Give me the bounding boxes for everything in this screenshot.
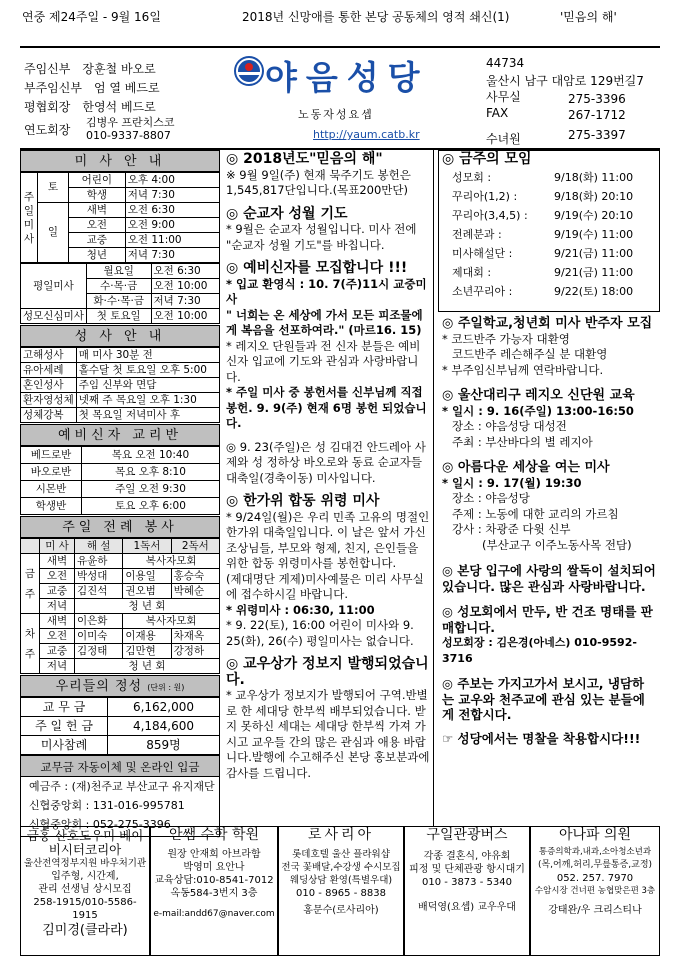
sacrament-time: 첫 목요일 저녁미사 후 [76, 408, 219, 423]
ad-box [278, 826, 404, 956]
catechism-heading: 예비신자 교리반 [20, 424, 220, 446]
martyr-title: ◎ 순교자 성월 기도 [226, 205, 348, 222]
recruit-line: * 레지오 단원들과 전 신자 분들은 예비신자 입교에 기도와 관심과 사랑바랍니다. [226, 338, 421, 384]
newsletter-title: ◎ 교우상가 정보지 발행되었습니다. [226, 656, 429, 688]
ad-box [404, 826, 530, 956]
mass-name: 첫 토요일 [86, 309, 151, 324]
offering-value: 4,184,600 [108, 717, 220, 736]
ad-line: 통증의학과,내과,소아청소년과 [538, 847, 652, 857]
ad-title: 금홍 산호도우미 베이비시터코리아 [26, 828, 144, 857]
meeting-name: 제대회 : [452, 265, 492, 279]
top-bar [0, 0, 679, 40]
service-name: 김진석 [75, 584, 123, 599]
offering-label: 주 일 헌 금 [21, 717, 108, 736]
sacrament-time: 매 미사 30분 전 [76, 348, 219, 363]
church-website-link[interactable]: http://yaum.catb.kr [313, 128, 420, 141]
mass-time: 저녁 7:30 [151, 294, 220, 309]
class-time: 토요 오후 6:00 [82, 498, 220, 515]
ad-title: 로사리아 [307, 827, 375, 843]
sunday-line: * 부주임신부님께 연락바랍니다. [442, 362, 604, 377]
mass-name: 월요일 [86, 264, 151, 279]
meeting-time: 9/19(수) 11:00 [554, 227, 634, 241]
ad-footer: 홍문수(로사리아) [303, 905, 379, 916]
year-motto: '믿음의 해' [560, 10, 617, 24]
contact-label: FAX [486, 106, 509, 120]
hanga-body: * 9/24일(월)은 우리 민족 고유의 명절인 한가위 대축일입니다. 이 날은 앞서 가신 조상님들, 부모와 형제, 친지, 은인들을 위한 합동 위령미사를 봉헌합니다. [226, 509, 430, 570]
service-name: 홍승숙 [171, 569, 219, 584]
ad-line: 수암시장 건너편 농협맞은편 3층 [534, 886, 656, 896]
bank-account: 신협중앙회 : 052-275-3396 [29, 818, 171, 831]
mass-name: 어린이 [69, 173, 126, 188]
meeting-time: 9/21(금) 11:00 [554, 265, 634, 279]
recruit-line: " 너희는 온 세상에 가서 모든 피조물에게 복음을 선포하여라." (마르16. 15) [226, 307, 423, 337]
sacrament-time: 홀수달 첫 토요일 오후 5:00 [76, 363, 219, 378]
offering-value: 6,162,000 [108, 698, 220, 717]
sacrament-time: 주임 신부와 면담 [76, 378, 219, 393]
role-name: 한영석 베드로 [82, 100, 156, 114]
bank-account: 신협중앙회 : 131-016-995781 [29, 799, 185, 812]
sunday-mass-label: 주일미사 [21, 173, 38, 263]
mass-time: 오전 10:00 [151, 309, 220, 324]
service-name: 청 년 회 [75, 659, 220, 674]
martyr-body: * 9월은 순교자 성월입니다. 미사 전에 "순교자 성월 기도"를 바칩니다. [226, 222, 417, 252]
service-name: 박성대 [75, 569, 123, 584]
mass-name: 새벽 [69, 203, 126, 218]
contact-value: 275-3397 [568, 128, 626, 142]
depositor: 예금주 : (재)천주교 부산교구 유지재단 [29, 780, 215, 793]
service-mass: 오전 [40, 629, 75, 644]
ad-footer: 배덕영(요셉) 교우우대 [418, 902, 516, 913]
sacrament-name: 혼인성사 [21, 378, 77, 393]
ad-line: (목,어깨,허리,무릎통증,교정) [537, 860, 653, 870]
lecture-title: ◎ 아름다운 세상을 여는 미사 [442, 460, 610, 475]
service-mass: 저녁 [40, 599, 75, 614]
sacrament-time: 넷째 주 목요일 오후 1:30 [76, 393, 219, 408]
meeting-time: 9/18(화) 11:00 [554, 170, 634, 184]
service-name: 이은화 [75, 614, 123, 629]
offering-label: 미사참례 [21, 736, 108, 755]
sacrament-name: 고해성사 [21, 348, 77, 363]
col-header: 해 설 [75, 539, 123, 554]
legio-line: 장소 : 야음성당 대성전 [452, 419, 567, 433]
mass-table [20, 172, 220, 263]
ad-line: 010 - 3873 - 5340 [422, 877, 512, 888]
meeting-name: 소년꾸리아 : [452, 284, 513, 298]
class-name: 학생반 [21, 498, 82, 515]
meeting-time: 9/22(토) 18:00 [554, 284, 634, 298]
service-name: 이용일 [123, 569, 171, 584]
mass-name: 수·목·금 [86, 279, 151, 294]
mass-time: 오전 6:30 [125, 203, 219, 218]
offering-title: 우리들의 정성 [55, 679, 143, 694]
ad-box [530, 826, 660, 956]
service-mass: 교중 [40, 644, 75, 659]
mass-name: 오전 [69, 218, 126, 233]
lecture-line: (부산교구 이주노동사목 전담) [482, 537, 632, 552]
service-name: 복사자모회 [123, 554, 220, 569]
meeting-time: 9/21(금) 11:00 [554, 246, 634, 260]
church-patron: 노동자성요셉 [298, 108, 374, 121]
service-mass: 저녁 [40, 659, 75, 674]
ad-line: 각종 결혼식, 야유회 [423, 851, 511, 862]
mass-time: 저녁 7:30 [125, 188, 219, 203]
bazaar-contact: 성모회장 : 김은경(아네스) 010-9592-3716 [442, 636, 637, 665]
lecture-line: 강사 : 차광준 다윗 신부 [452, 522, 571, 536]
ad-box [20, 826, 150, 956]
role-label: 주임신부 [24, 62, 71, 76]
service-name: 차재옥 [171, 629, 219, 644]
ad-line: 웨딩상담 환영(특별우대) [289, 875, 393, 886]
first-saturday-label: 성모신심미사 [21, 309, 87, 324]
sunday-line: 코드반주 레슨해주실 분 대환영 [452, 347, 608, 361]
mass-time: 저녁 7:30 [125, 248, 219, 263]
recruit-line: * 입교 환영식 : 10. 7(주)11시 교중미사 [226, 276, 427, 306]
ad-footer: 김미경(클라라) [42, 923, 128, 938]
legio-line: * 일시 : 9. 16(주일) 13:00-16:50 [442, 403, 634, 418]
contact-label: 수녀원 [486, 132, 521, 146]
saturday-label: 토 [38, 173, 69, 203]
transfer-heading: 교무금 자동이체 및 온라인 입금 [20, 755, 220, 777]
ad-line: 교육상담:010-8541-7012 [154, 875, 274, 886]
sunday-school-title: ◎ 주일학교,청년회 미사 반주자 모집 [442, 316, 653, 331]
ads-row [20, 826, 679, 960]
church-name: 야음성당 [265, 58, 429, 97]
hanga-body: (제대명단 게제)미사예물은 미리 사무실에 접수하시길 바랍니다. [226, 571, 424, 601]
newsletter-body: * 교우상가 정보지가 발행되어 구역.반별로 한 세대당 한부씩 배부되었습니다. 받지 못하신 세대는 세대당 한부씩 가져 가시고 교우들 간의 많은 관심과 애용 바랍니다.발행에 수고해주신 본당 홍보분과에 감사를 드립니다. [226, 688, 430, 780]
recruit-line: * 주일 미사 중 봉헌서를 신부님께 직접 봉헌. 9. 9(주) 현재 6명 봉헌 되었습니다. [226, 385, 427, 430]
bulletin-notice: ◎ 주보는 가지고가서 보시고, 냉담하는 교우와 천주교에 관심 있는 분들에게 전합시다. [442, 676, 645, 722]
mass-name: 교중 [69, 233, 126, 248]
role-label: 연도회장 [24, 123, 71, 137]
ad-line: 옥동584-3번지 3층 [170, 888, 258, 899]
sacrament-name: 성체강복 [21, 408, 77, 423]
meeting-name: 전례분과 : [452, 227, 502, 241]
meeting-time: 9/19(수) 20:10 [554, 208, 634, 222]
sacrament-name: 환자영성체 [21, 393, 77, 408]
sunday-line: * 코드반주 가능자 대환영 [442, 331, 570, 346]
this-week-label: 금주 [21, 554, 40, 614]
meetings-list [442, 168, 656, 301]
class-name: 시몬반 [21, 481, 82, 498]
role-name: 엄 열 베드로 [93, 81, 160, 95]
sunday-label: 일 [38, 203, 69, 263]
year-title: ◎ 2018년도"믿음의 해" [226, 151, 383, 167]
class-time: 목요 오전 10:40 [82, 447, 220, 464]
hanga-time: * 위령미사 : 06:30, 11:00 [226, 602, 375, 617]
role-name: 김병우 프란치스코 [86, 116, 175, 129]
ad-title: 안쌤 수학 학원 [168, 827, 260, 843]
church-logo-icon [236, 58, 262, 84]
role-name: 장훈철 바오로 [82, 62, 156, 76]
postcode: 44734 [486, 56, 525, 70]
col-header: 1독서 [123, 539, 171, 554]
sacrament-name: 유아세례 [21, 363, 77, 378]
ad-line: 관리 선생님 상시모집 [38, 884, 132, 895]
memorial-notice: ◎ 9. 23(주일)은 성 김대건 안드레아 사제와 성 정하상 바오로와 동료 순교자들 대축일(경축이동) 미사입니다. [226, 439, 426, 485]
service-name: 이재용 [123, 629, 171, 644]
contact-value: 267-1712 [568, 108, 626, 122]
contact-value: 275-3396 [568, 92, 626, 106]
lecture-line: * 일시 : 9. 17(월) 19:30 [442, 475, 582, 490]
offering-value: 859명 [108, 736, 220, 755]
meeting-time: 9/18(화) 20:10 [554, 189, 634, 203]
hanga-title: ◎ 한가위 합동 위령 미사 [226, 493, 380, 509]
class-time: 주일 오전 9:30 [82, 481, 220, 498]
meeting-name: 성모회 : [452, 170, 492, 184]
class-time: 목요 오후 8:10 [82, 464, 220, 481]
service-name: 김만현 [123, 644, 171, 659]
ad-line: 010 - 8965 - 8838 [296, 888, 386, 899]
catechism-table [20, 446, 220, 515]
ad-line: 입주형, 시간제, [51, 871, 119, 882]
legio-line: 주최 : 부산바다의 별 레지아 [452, 434, 593, 449]
role-label: 평협회장 [24, 100, 71, 114]
ad-title: 아나파 의원 [558, 827, 632, 843]
ad-line: 롯데호텔 울산 플라워샵 [292, 849, 390, 860]
left-column [20, 150, 220, 837]
ad-line: 박영미 요안나 [183, 862, 245, 873]
meeting-name: 미사해설단 : [452, 246, 513, 260]
weekday-mass-table [20, 263, 220, 324]
service-table [20, 538, 220, 674]
ad-line: 울산전역정부지원 바우처기관 [23, 858, 147, 869]
service-name: 김정태 [75, 644, 123, 659]
lecture-line: 주제 : 노동에 대한 교리의 가르침 [452, 506, 619, 521]
ad-line: 원장 안재희 아브라함 [167, 849, 261, 860]
ad-line: 052. 257. 7970 [556, 873, 634, 884]
class-name: 바오로반 [21, 464, 82, 481]
offering-label: 교 무 금 [21, 698, 108, 717]
service-mass: 새벽 [40, 614, 75, 629]
mass-name: 화·수·목·금 [86, 294, 151, 309]
col-header: 2독서 [171, 539, 219, 554]
contact-label: 사무실 [486, 90, 521, 104]
mass-time: 오전 10:00 [151, 279, 220, 294]
service-name: 박혜순 [171, 584, 219, 599]
address: 울산시 남구 대암로 129번길7 [486, 74, 644, 88]
recruit-title: ◎ 예비신자를 모집합니다 !!! [226, 260, 408, 276]
mass-name: 청년 [69, 248, 126, 263]
sacrament-heading: 성 사 안 내 [20, 325, 220, 347]
meeting-name: 꾸리아(3,4,5) : [452, 208, 528, 222]
ad-title: 구일관광버스 [426, 827, 508, 843]
lecture-line: 장소 : 야음성당 [452, 491, 530, 505]
ad-footer: e-mail:andd67@naver.com [153, 909, 275, 919]
offering-unit: (단위 : 원) [147, 683, 185, 692]
service-name: 청 년 회 [75, 599, 220, 614]
rice-jar-notice: ◎ 본당 입구에 사랑의 쌀독이 설치되어 있습니다. 많은 관심과 사랑바랍니다. [442, 563, 656, 594]
service-name: 이미숙 [75, 629, 123, 644]
theme-line: 2018년 신망애를 통한 본당 공동체의 영적 쇄신(1) [242, 10, 510, 24]
legio-title: ◎ 울산대리구 레지오 신단원 교육 [442, 388, 635, 403]
service-name: 강정하 [171, 644, 219, 659]
role-label: 부주임신부 [24, 81, 82, 95]
mass-time: 오전 6:30 [151, 264, 220, 279]
hanga-note: * 9. 22(토), 16:00 어린이 미사와 9. 25(화), 26(수) 평일미사는 없습니다. [226, 618, 414, 648]
weekday-mass-label: 평일미사 [21, 264, 87, 309]
sacrament-table [20, 347, 220, 423]
service-heading: 주일 전례 봉사 [20, 516, 220, 538]
service-mass: 교중 [40, 584, 75, 599]
ad-footer: 강태완/우 크리스티나 [548, 905, 642, 916]
meetings-title: ◎ 금주의 모임 [442, 151, 532, 167]
mass-time: 오전 11:00 [125, 233, 219, 248]
ad-line: 258-1915/010-5586-1915 [33, 897, 137, 921]
mass-time: 오후 4:00 [125, 173, 219, 188]
service-name: 복사자모회 [123, 614, 220, 629]
issue-date: 연중 제24주일 - 9월 16일 [22, 10, 161, 24]
next-week-label: 차주 [21, 614, 40, 674]
service-mass: 새벽 [40, 554, 75, 569]
chair-phone: 010-9337-8807 [86, 129, 171, 142]
ad-line: 전국 꽃배달,수강생 수시모집 [281, 862, 401, 873]
nametag-notice: ☞ 성당에서는 명찰을 착용합시다!!! [442, 730, 641, 746]
mass-heading: 미 사 안 내 [20, 150, 220, 172]
service-name: 유윤하 [75, 554, 123, 569]
class-name: 베드로반 [21, 447, 82, 464]
col-header: 미 사 [40, 539, 75, 554]
meeting-name: 꾸리아(1,2) : [452, 189, 518, 203]
offering-heading [20, 675, 220, 697]
ad-box [150, 826, 278, 956]
year-body: ※ 9월 9일(주) 현재 묵주기도 봉헌은1,545,817단입니다.(목표200만단) [226, 167, 411, 197]
service-name: 권오범 [123, 584, 171, 599]
ad-line: 피정 및 단체관광 항시대기 [409, 864, 525, 875]
bazaar-notice: ◎ 성모회에서 만두, 반 건조 명태를 판매합니다. [442, 604, 653, 635]
mass-time: 오전 9:00 [125, 218, 219, 233]
mass-name: 학생 [69, 188, 126, 203]
service-mass: 오전 [40, 569, 75, 584]
offering-table [20, 697, 220, 755]
masthead [20, 50, 660, 150]
